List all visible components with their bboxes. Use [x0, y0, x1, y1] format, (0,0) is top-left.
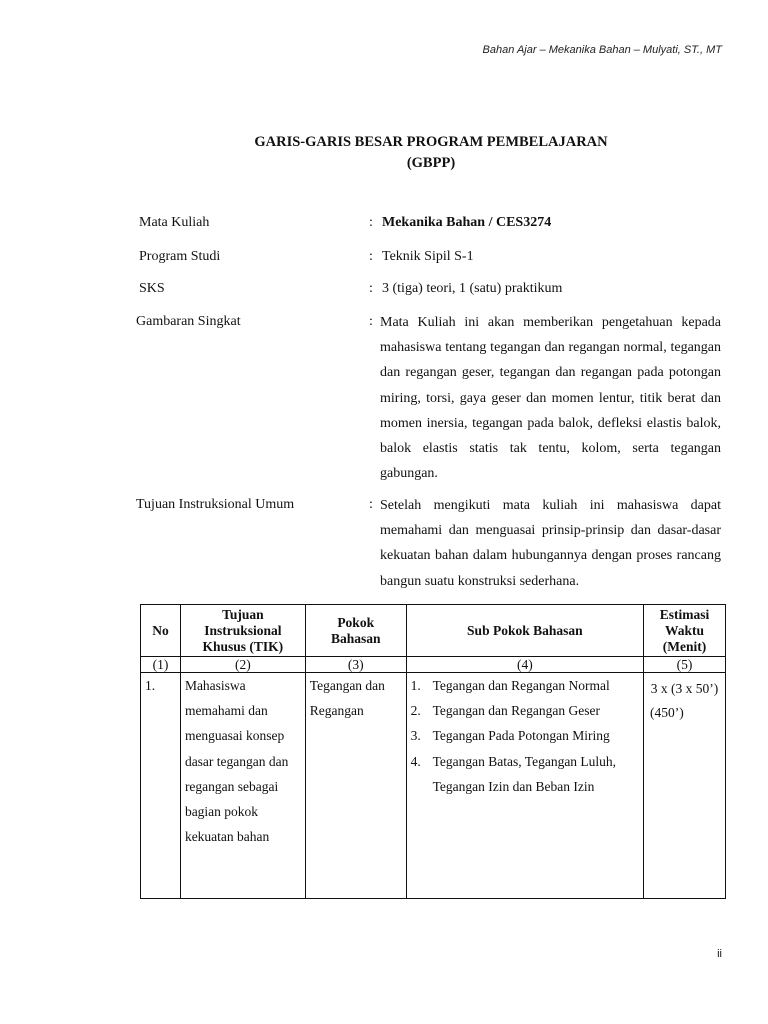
- list-item-text: Tegangan Batas, Tegangan Luluh, Tegangan Izin dan Beban Izin: [432, 753, 617, 794]
- list-item-text: Tegangan Pada Potongan Miring: [432, 728, 610, 744]
- header-pokok: [305, 605, 406, 657]
- column-number: (4): [406, 657, 643, 673]
- field-colon: :: [369, 497, 373, 512]
- field-colon: :: [369, 249, 373, 264]
- column-number-row: [141, 657, 726, 673]
- cell-tik: Mahasiswa memahami dan menguasai konsep dasar tegangan dan regangan sebagai bagian pokok kekuatan bahan: [180, 673, 305, 899]
- field-value-paragraph: Mata Kuliah ini akan memberikan pengetahuan kepada mahasiswa tentang tegangan dan regangan normal, tegangan dan regangan geser, tegangan dan regangan pada potongan miring, torsi, gaya geser dan momen lentur, titik berat dan momen inersia, tegangan pada balok, defleksi elastis balok, balok elastis statis tak tentu, kolom, serta tegangan gabungan.: [380, 315, 721, 482]
- header-tik-line: Instruksional: [204, 622, 282, 638]
- list-item-text: Tegangan dan Regangan Normal: [432, 678, 610, 693]
- column-number: (3): [305, 657, 406, 673]
- list-item: [411, 698, 639, 723]
- column-number: (5): [644, 657, 726, 673]
- title-line-1: GARIS-GARIS BESAR PROGRAM PEMBELAJARAN: [254, 134, 608, 150]
- estimasi-value: 3 x (3 x 50’): [650, 681, 719, 696]
- header-estimasi-line: Waktu: [665, 622, 705, 638]
- list-item: [411, 673, 639, 698]
- field-label: Mata Kuliah: [139, 215, 210, 230]
- list-item-number: 1.: [410, 678, 421, 693]
- list-item-number: 3.: [410, 728, 421, 744]
- field-value-paragraph: Setelah mengikuti mata kuliah ini mahasiswa dapat memahami dan menguasai prinsip-prinsip dan dasar-dasar kekuatan bahan dalam hubungannya dengan proses rancang bangun suatu konstruksi sederhana.: [380, 498, 721, 589]
- list-item-number: 2.: [410, 703, 421, 719]
- cell-estimasi: [644, 673, 726, 899]
- page-number: ii: [717, 948, 722, 960]
- header-pokok-line: Pokok: [337, 614, 375, 630]
- table-header-row: [141, 605, 726, 657]
- list-item: [411, 749, 639, 799]
- header-tik-line: Tujuan: [222, 606, 264, 622]
- sub-pokok-list: [411, 673, 639, 799]
- header-no: No: [141, 605, 181, 657]
- document-title: [0, 132, 768, 174]
- field-colon: :: [369, 215, 373, 230]
- header-tik: [180, 605, 305, 657]
- header-tik-line: Khusus (TIK): [202, 638, 284, 654]
- header-pokok-line: Bahasan: [330, 630, 381, 646]
- field-label: Gambaran Singkat: [136, 314, 241, 329]
- field-label: Program Studi: [139, 249, 221, 264]
- field-value: 3 (tiga) teori, 1 (satu) praktikum: [382, 281, 563, 296]
- field-label: Tujuan Instruksional Umum: [136, 497, 295, 512]
- header-estimasi-line: (Menit): [662, 638, 707, 654]
- field-colon: :: [369, 314, 373, 329]
- table-row: [141, 673, 726, 899]
- header-estimasi: [644, 605, 726, 657]
- list-item-text: Tegangan dan Regangan Geser: [432, 703, 600, 719]
- title-line-2: (GBPP): [406, 155, 456, 171]
- field-value: Teknik Sipil S-1: [382, 249, 474, 264]
- header-estimasi-line: Estimasi: [659, 606, 710, 622]
- cell-sub-pokok: [406, 673, 643, 899]
- column-number: (1): [141, 657, 181, 673]
- list-item-number: 4.: [410, 753, 421, 769]
- cell-pokok: Tegangan dan Regangan: [305, 673, 406, 899]
- column-number: (2): [180, 657, 305, 673]
- header-sub-pokok: Sub Pokok Bahasan: [406, 605, 643, 657]
- gbpp-table: [140, 604, 726, 899]
- list-item: [411, 723, 639, 748]
- field-label: SKS: [139, 281, 165, 296]
- field-colon: :: [369, 281, 373, 296]
- estimasi-total: (450’): [650, 705, 684, 720]
- field-value: Mekanika Bahan / CES3274: [382, 215, 552, 230]
- cell-no: 1.: [141, 673, 181, 899]
- running-header: Bahan Ajar – Mekanika Bahan – Mulyati, ST., MT: [482, 44, 722, 56]
